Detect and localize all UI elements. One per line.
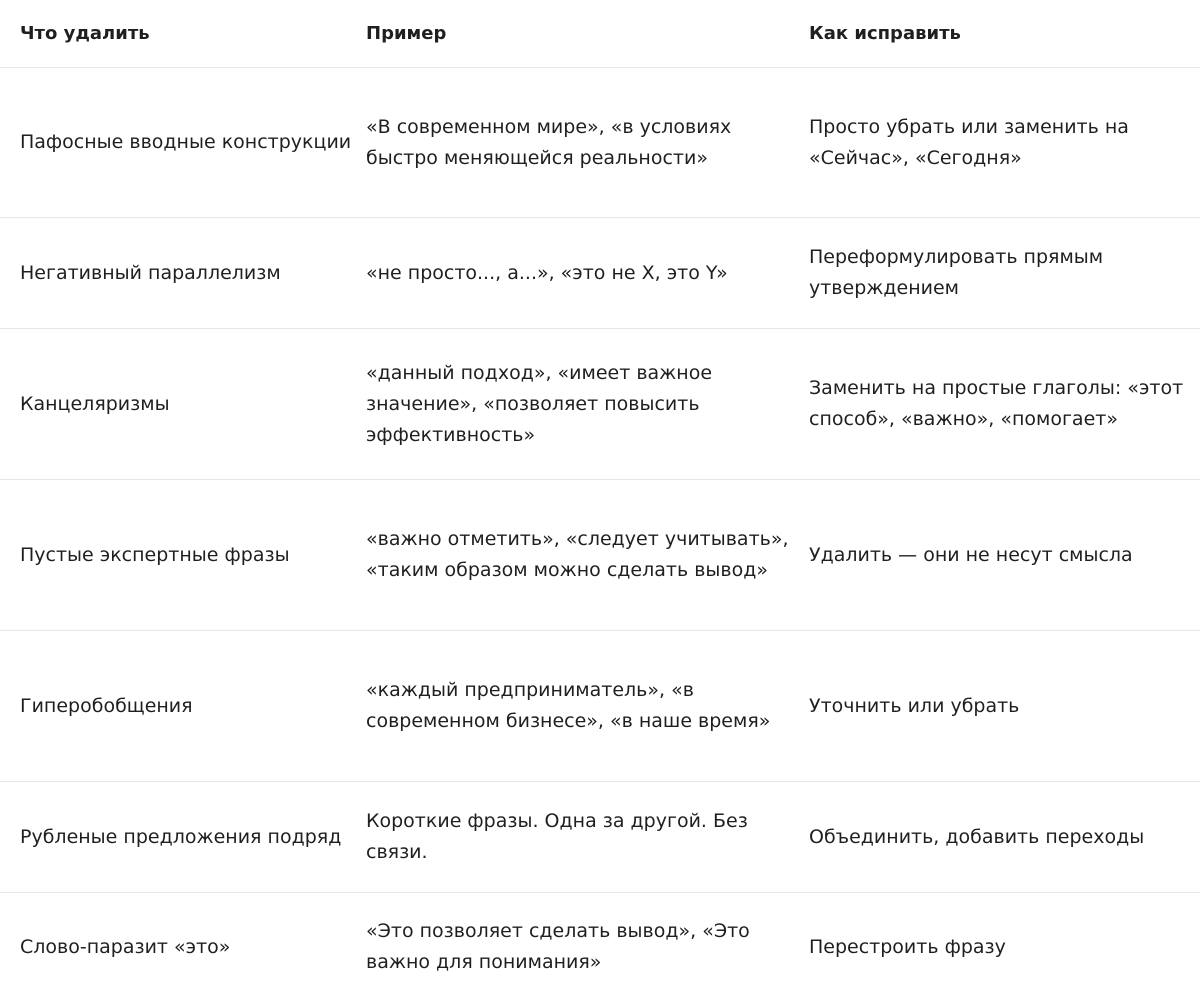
cell-example: «важно отметить», «следует учитывать», «таким образом можно сделать вывод» <box>366 528 789 581</box>
header-fix: Как исправить <box>809 23 961 44</box>
cell-example: «данный подход», «имеет важное значение», «позволяет повысить эффективность» <box>366 361 713 446</box>
cell-what: Слово-паразит «это» <box>20 935 231 958</box>
table-header-row <box>0 0 1200 68</box>
table-row <box>0 631 1200 782</box>
cell-fix: Уточнить или убрать <box>809 694 1020 717</box>
cell-example: «не просто..., а...», «это не X, это Y» <box>366 261 728 284</box>
cell-fix: Удалить — они не несут смысла <box>809 543 1133 566</box>
cell-example: «Это позволяет сделать вывод», «Это важно для понимания» <box>366 920 750 973</box>
cell-fix: Объединить, добавить переходы <box>809 825 1145 848</box>
cell-example: «каждый предприниматель», «в современном бизнесе», «в наше время» <box>366 679 771 732</box>
table-row <box>0 329 1200 480</box>
cell-what: Негативный параллелизм <box>20 261 281 284</box>
cell-what: Пустые экспертные фразы <box>20 543 290 566</box>
cell-what: Рубленые предложения подряд <box>20 825 342 848</box>
table-row <box>0 218 1200 329</box>
cell-fix: Просто убрать или заменить на «Сейчас», «Сегодня» <box>809 115 1129 169</box>
table-row <box>0 480 1200 631</box>
cell-fix: Перестроить фразу <box>809 935 1006 958</box>
cell-fix: Переформулировать прямым утверждением <box>809 246 1104 299</box>
cell-what: Гиперобобщения <box>20 694 193 717</box>
table-row <box>0 782 1200 893</box>
cell-what: Пафосные вводные конструкции <box>20 131 352 153</box>
cell-what: Канцеляризмы <box>20 392 170 415</box>
table-row <box>0 68 1200 218</box>
cell-fix: Заменить на простые глаголы: «этот способ», «важно», «помогает» <box>809 377 1184 430</box>
header-what: Что удалить <box>20 23 150 44</box>
cell-example: «В современном мире», «в условиях быстро меняющейся реальности» <box>366 115 732 169</box>
cell-example: Короткие фразы. Одна за другой. Без связи. <box>366 810 748 863</box>
table-row <box>0 893 1200 1001</box>
header-example: Пример <box>366 23 447 44</box>
